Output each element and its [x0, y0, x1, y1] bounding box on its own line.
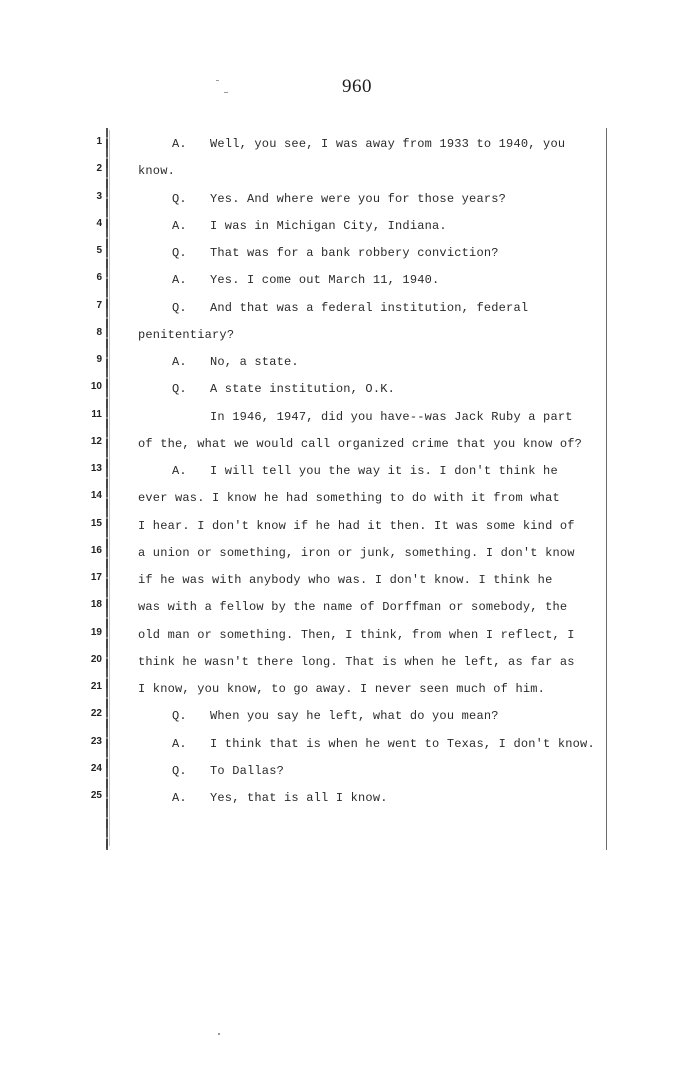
line-number: 5: [96, 245, 102, 256]
speaker-label: Q.: [172, 246, 187, 260]
line-number: 2: [96, 163, 102, 175]
line-number: 17: [90, 572, 102, 583]
line-number: 9: [96, 354, 102, 365]
transcript-line: [138, 652, 598, 679]
line-number: 13: [90, 463, 102, 474]
transcript-line: [138, 461, 598, 488]
transcript-line: [138, 352, 598, 379]
transcript-line: [138, 788, 598, 815]
line-number: 6: [96, 272, 102, 284]
transcript-line: [138, 407, 598, 434]
line-text: if he was with anybody who was. I don't know. I think he: [138, 573, 553, 587]
line-number-column: [80, 134, 102, 815]
transcript-line: [138, 597, 598, 624]
transcript-line: [138, 679, 598, 706]
transcript-line: [138, 761, 598, 788]
line-number: 14: [90, 490, 102, 502]
transcript-line: [138, 270, 598, 297]
line-number: 19: [90, 626, 102, 638]
speaker-label: Q.: [172, 763, 187, 778]
page-number: 960: [342, 76, 372, 97]
speaker-label: Q.: [172, 300, 187, 315]
line-number: 1: [96, 136, 102, 147]
line-number: 20: [90, 653, 102, 665]
line-text: I was in Michigan City, Indiana.: [210, 218, 447, 233]
line-number: 23: [90, 735, 102, 747]
line-number: 18: [90, 599, 102, 611]
transcript-line: [138, 325, 598, 352]
transcript-line: [138, 434, 598, 461]
transcript-line: [138, 189, 598, 216]
line-text: That was for a bank robbery conviction?: [210, 246, 499, 260]
speaker-label: Q.: [172, 382, 187, 397]
line-text: know.: [138, 164, 176, 179]
line-number: 15: [90, 517, 102, 529]
line-number: 11: [91, 408, 102, 420]
line-text: In 1946, 1947, did you have--was Jack Ruby a part: [210, 409, 573, 424]
line-number: 25: [90, 790, 102, 801]
line-text: I hear. I don't know if he had it then. It was some kind of: [138, 518, 575, 533]
line-text: a union or something, iron or junk, something. I don't know: [138, 545, 575, 560]
line-text: To Dallas?: [210, 763, 285, 778]
speaker-label: A.: [172, 137, 187, 151]
scan-speck: [224, 92, 228, 93]
speaker-label: A.: [172, 736, 187, 751]
transcript-line: [138, 216, 598, 243]
transcript-line: [138, 570, 598, 597]
line-text: think he wasn't there long. That is when he left, as far as: [138, 654, 575, 669]
speaker-label: A.: [172, 273, 187, 288]
transcript-line: [138, 379, 598, 406]
transcript-line: [138, 625, 598, 652]
transcript-body: [138, 134, 598, 815]
line-number: 3: [96, 190, 102, 202]
right-margin-rule: [606, 128, 607, 850]
line-text: I think that is when he went to Texas, I don't know.: [210, 736, 595, 751]
transcript-line: [138, 516, 598, 543]
speaker-label: A.: [172, 218, 187, 233]
left-margin-rule: [106, 128, 108, 850]
line-text: A state institution, O.K.: [210, 382, 396, 397]
line-number: 24: [90, 762, 102, 774]
scan-speck: [216, 80, 219, 81]
speaker-label: A.: [172, 791, 187, 805]
speaker-label: A.: [172, 464, 187, 478]
line-text: old man or something. Then, I think, from when I reflect, I: [138, 627, 575, 642]
transcript-line: [138, 488, 598, 515]
line-number: 10: [90, 381, 102, 393]
line-number: 22: [90, 708, 102, 720]
speaker-label: Q.: [172, 191, 187, 206]
line-text: When you say he left, what do you mean?: [210, 709, 499, 724]
left-margin-rule-inner: [109, 130, 110, 846]
transcript-line: [138, 706, 598, 733]
line-text: I will tell you the way it is. I don't think he: [210, 464, 558, 478]
line-text: And that was a federal institution, federal: [210, 300, 529, 315]
transcript-line: [138, 134, 598, 161]
transcript-line: [138, 734, 598, 761]
speaker-label: A.: [172, 355, 187, 369]
line-text: Well, you see, I was away from 1933 to 1940, you: [210, 137, 566, 151]
line-number: 7: [96, 299, 102, 311]
line-text: Yes. And where were you for those years?: [210, 191, 507, 206]
line-text: Yes. I come out March 11, 1940.: [210, 273, 440, 288]
line-text: of the, what we would call organized crime that you know of?: [138, 436, 583, 451]
transcript-line: [138, 543, 598, 570]
line-number: 16: [90, 544, 102, 556]
transcript-line: [138, 298, 598, 325]
line-text: ever was. I know he had something to do with it from what: [138, 491, 560, 506]
line-text: No, a state.: [210, 355, 299, 369]
transcript-line: [138, 161, 598, 188]
speaker-label: Q.: [172, 709, 187, 724]
line-number: 12: [90, 435, 102, 447]
scan-speck: [218, 1033, 220, 1035]
line-text: penitentiary?: [138, 327, 235, 342]
line-number: 8: [96, 326, 102, 338]
line-text: I know, you know, to go away. I never seen much of him.: [138, 682, 546, 696]
transcript-line: [138, 243, 598, 270]
line-text: was with a fellow by the name of Dorffman or somebody, the: [138, 600, 568, 615]
line-number: 21: [90, 681, 102, 692]
line-number: 4: [96, 217, 102, 229]
line-text: Yes, that is all I know.: [210, 791, 388, 805]
